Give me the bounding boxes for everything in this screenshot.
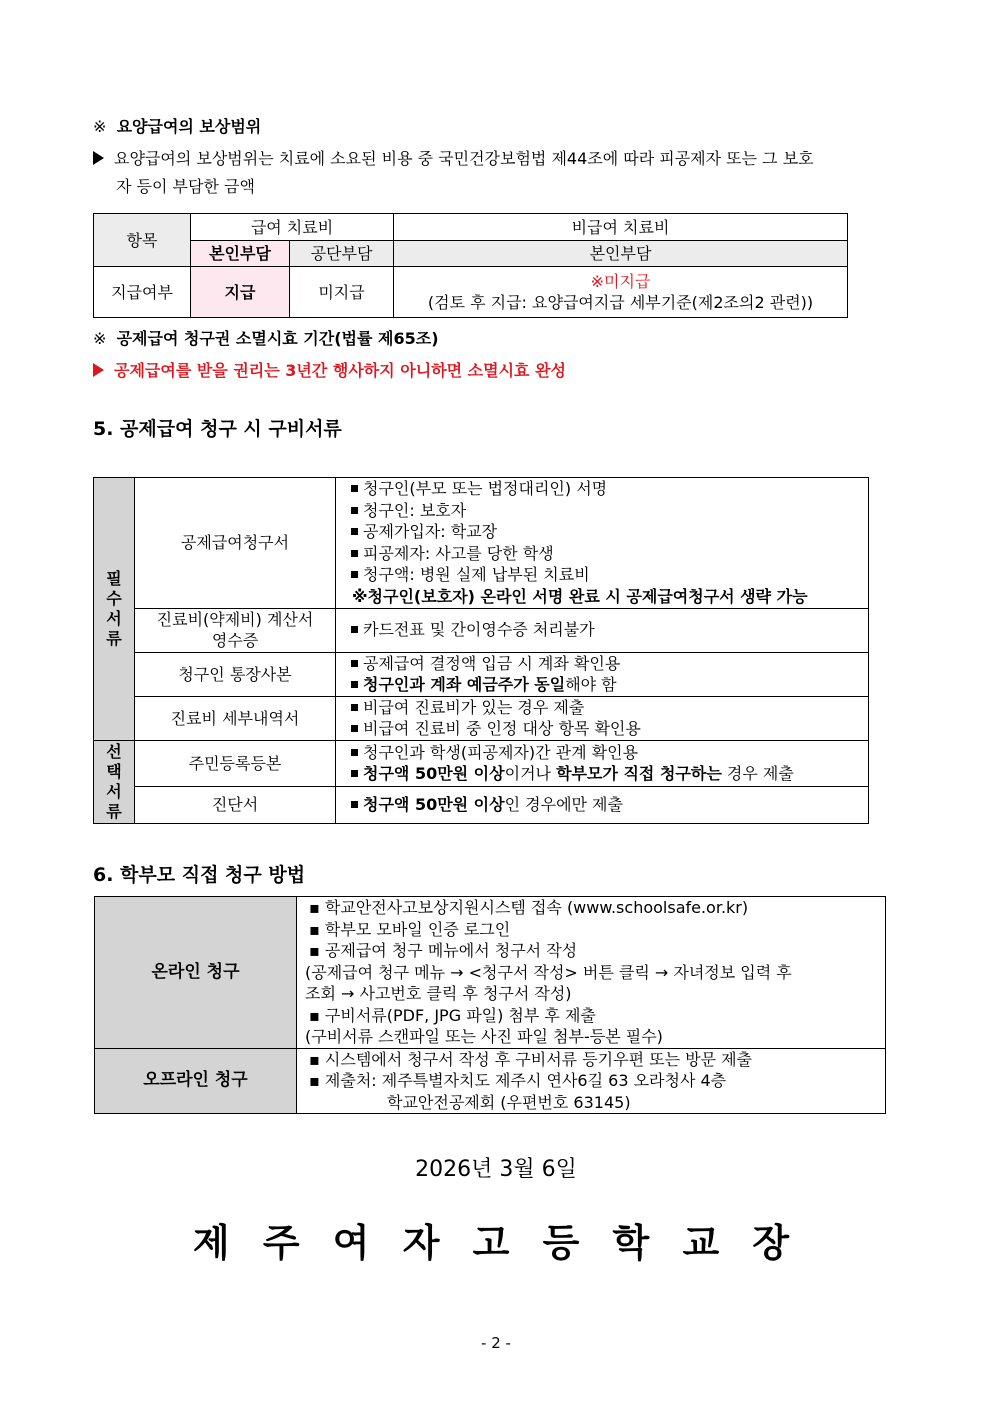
online-line: ▪ 구비서류(PDF, JPG 파일) 첨부 후 제출 xyxy=(309,1005,596,1025)
noncov-status: ※미지급 xyxy=(590,272,651,291)
list-item-text: 청구인(부모 또는 법정대리인) 서명 xyxy=(363,479,608,498)
list-item-text: 경우 제출 xyxy=(721,764,794,784)
reference-mark: ※ xyxy=(93,117,107,136)
online-line: (공제급여 청구 메뉴 → <청구서 작성> 버튼 클릭 → 자녀정보 입력 후 xyxy=(305,962,792,982)
online-line: ▪ 학교안전사고보상지원시스템 접속 (www.schoolsafe.or.kr) xyxy=(309,898,749,917)
note-limitation xyxy=(93,328,439,350)
section-heading-methods: 6. 학부모 직접 청구 방법 xyxy=(93,864,306,886)
header-noncovered: 비급여 치료비 xyxy=(394,214,848,241)
header-corp-pay: 공단부담 xyxy=(290,241,394,267)
issuer-signature: 제 주 여 자 고 등 학 교 장 xyxy=(192,1221,800,1265)
note-scope-body xyxy=(93,148,814,170)
value-corp-pay: 미지급 xyxy=(290,267,394,318)
doc-claim-form: 공제급여청구서 xyxy=(135,478,336,609)
doc-claim-form-details xyxy=(336,478,869,609)
offline-line: ▪ 시스템에서 청구서 작성 후 구비서류 등기우편 또는 방문 제출 xyxy=(309,1049,753,1069)
optional-label xyxy=(94,740,135,823)
reference-mark: ※ xyxy=(93,329,107,348)
page-number: - 2 - xyxy=(481,1334,511,1352)
list-item xyxy=(346,500,864,522)
noncov-note: (검토 후 지급: 요양급여지급 세부기준(제2조의2 관련)) xyxy=(427,293,814,312)
square-bullet-icon xyxy=(351,704,358,711)
list-item-text: 청구액: 병원 실제 납부된 치료비 xyxy=(363,565,590,585)
list-item-bold: 청구액 50만원 이상 xyxy=(363,764,505,784)
list-item xyxy=(346,742,864,764)
square-bullet-icon xyxy=(351,550,358,557)
list-item-text: 공제급여 결정액 입금 시 계좌 확인용 xyxy=(363,653,621,673)
doc-receipt-details xyxy=(336,608,869,652)
list-item xyxy=(346,718,864,740)
value-self-pay: 지급 xyxy=(191,267,290,318)
offline-claim-label: 오프라인 청구 xyxy=(95,1048,297,1114)
triangle-bullet-icon xyxy=(93,363,104,377)
list-item xyxy=(346,619,864,641)
online-line: ▪ 공제급여 청구 메뉴에서 청구서 작성 xyxy=(309,941,578,960)
required-label xyxy=(94,478,135,741)
offline-line: ▪ 제출처: 제주특별자치도 제주시 연사6길 63 오라청사 4층 xyxy=(309,1071,727,1090)
benefit-scope-table xyxy=(93,213,848,318)
square-bullet-icon xyxy=(351,770,358,777)
list-item-text: 이거나 xyxy=(504,764,557,784)
online-line: ▪ 학부모 모바일 인증 로그인 xyxy=(309,919,511,939)
square-bullet-icon xyxy=(351,528,358,535)
square-bullet-icon xyxy=(351,801,358,808)
required-label-char: 필 xyxy=(106,568,122,588)
note-limitation-title: 공제급여 청구권 소멸시효 기간(법률 제65조) xyxy=(116,329,439,348)
online-claim-label: 온라인 청구 xyxy=(95,897,297,1049)
triangle-bullet-icon xyxy=(93,151,104,165)
square-bullet-icon xyxy=(351,749,358,756)
list-item xyxy=(346,543,864,565)
offline-claim-details xyxy=(297,1048,886,1114)
note-limitation-body xyxy=(93,360,566,382)
note-scope-line2: 자 등이 부담한 금액 xyxy=(116,177,255,196)
list-item-bold: 청구인과 계좌 예금주가 동일 xyxy=(363,675,566,695)
doc-receipt-line2: 영수증 xyxy=(211,631,259,651)
claim-form-note: ※청구인(보호자) 온라인 서명 완료 시 공제급여청구서 생략 가능 xyxy=(352,586,808,606)
list-item-text: 비급여 진료비가 있는 경우 제출 xyxy=(363,697,585,717)
square-bullet-icon xyxy=(351,660,358,667)
square-bullet-icon xyxy=(351,681,358,688)
list-item-bold: 학부모가 직접 청구하는 xyxy=(556,764,722,784)
square-bullet-icon xyxy=(351,725,358,732)
list-item xyxy=(346,763,864,785)
doc-receipt-line1: 진료비(약제비) 계산서 xyxy=(156,610,314,630)
list-item-text: 인 경우에만 제출 xyxy=(504,795,623,815)
value-noncovered xyxy=(394,267,848,318)
doc-itemized-bill-details xyxy=(336,696,869,740)
header-item: 항목 xyxy=(94,214,191,267)
required-label-char: 수 xyxy=(106,588,122,608)
doc-bankbook-details xyxy=(336,652,869,696)
optional-label-char: 택 xyxy=(106,761,122,781)
required-label-char: 서 xyxy=(106,608,122,628)
doc-bankbook: 청구인 통장사본 xyxy=(135,652,336,696)
note-scope-line1: 요양급여의 보상범위는 치료에 소요된 비용 중 국민건강보험법 제44조에 따라 피공제자 또는 그 보호 xyxy=(114,149,814,168)
list-item xyxy=(346,794,864,816)
list-item-text: 청구인과 학생(피공제자)간 관계 확인용 xyxy=(363,742,639,762)
header-covered: 급여 치료비 xyxy=(191,214,394,241)
doc-itemized-bill: 진료비 세부내역서 xyxy=(135,696,336,740)
list-item-text: 해야 함 xyxy=(565,675,617,695)
doc-diagnosis: 진단서 xyxy=(135,786,336,823)
list-item-text: 공제가입자: 학교장 xyxy=(363,522,498,542)
online-claim-details xyxy=(297,897,886,1049)
square-bullet-icon xyxy=(351,507,358,514)
list-item-text: 피공제자: 사고를 당한 학생 xyxy=(363,543,554,563)
square-bullet-icon xyxy=(351,571,358,578)
list-item xyxy=(346,564,864,586)
online-line: (구비서류 스캔파일 또는 사진 파일 첨부-등본 필수) xyxy=(305,1027,663,1046)
required-label-char: 류 xyxy=(106,628,122,648)
optional-label-char: 서 xyxy=(106,781,122,801)
list-item-text: 카드전표 및 간이영수증 처리불가 xyxy=(363,620,595,640)
doc-resident-register-details xyxy=(336,740,869,786)
list-item xyxy=(346,697,864,719)
offline-line: 학교안전공제회 (우편번호 63145) xyxy=(387,1092,631,1112)
list-item xyxy=(346,653,864,675)
note-limitation-text: 공제급여를 받을 권리는 3년간 행사하지 아니하면 소멸시효 완성 xyxy=(114,361,566,380)
doc-receipt xyxy=(135,608,336,652)
list-item-text: 청구인: 보호자 xyxy=(363,500,467,520)
list-item-text: 비급여 진료비 중 인정 대상 항목 확인용 xyxy=(363,719,641,739)
square-bullet-icon xyxy=(351,485,358,492)
claim-methods-table xyxy=(94,896,886,1114)
note-scope-title: 요양급여의 보상범위 xyxy=(116,117,262,136)
doc-resident-register: 주민등록등본 xyxy=(135,740,336,786)
optional-label-char: 류 xyxy=(106,801,122,821)
note-scope xyxy=(93,116,261,138)
square-bullet-icon xyxy=(351,626,358,633)
list-item-bold: 청구액 50만원 이상 xyxy=(363,795,505,815)
header-self-pay-noncov: 본인부담 xyxy=(394,241,848,267)
row-label: 지급여부 xyxy=(94,267,191,318)
online-line: 조회 → 사고번호 클릭 후 청구서 작성) xyxy=(305,984,572,1003)
list-item xyxy=(346,674,864,696)
required-documents-table xyxy=(93,477,869,824)
header-self-pay: 본인부담 xyxy=(191,241,290,267)
list-item xyxy=(346,478,864,500)
optional-label-char: 선 xyxy=(106,741,122,761)
document-date: 2026년 3월 6일 xyxy=(415,1157,577,1182)
list-item xyxy=(346,521,864,543)
doc-diagnosis-details xyxy=(336,786,869,823)
section-heading-documents: 5. 공제급여 청구 시 구비서류 xyxy=(93,418,342,440)
